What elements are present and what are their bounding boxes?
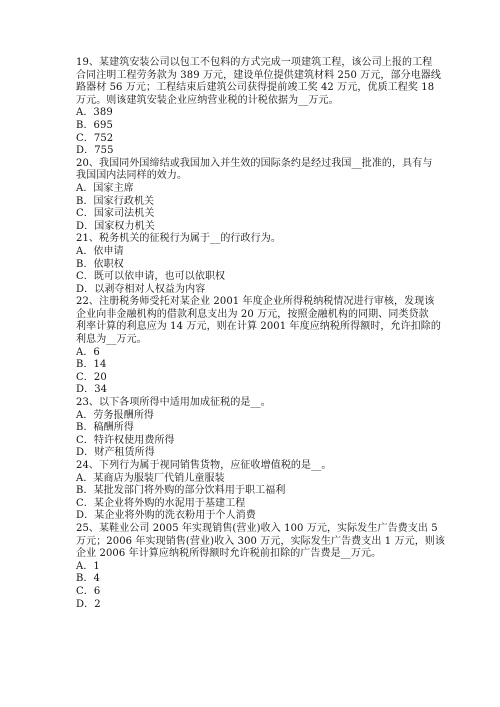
- option-b: B．某批发部门将外购的部分饮料用于职工福利: [76, 485, 286, 497]
- option-a: A．国家主席: [76, 182, 134, 194]
- question-stem-line: 24、下列行为属于视同销售货物，应征收增值税的是__。: [76, 460, 332, 471]
- option-a: A．依申请: [76, 245, 124, 257]
- option-c: C．国家司法机关: [76, 208, 155, 220]
- question-stem-line: 合同注明工程劳务款为 389 万元，建设单位提供建筑材料 250 万元，部分电器线: [76, 69, 441, 81]
- option-d: D．某企业将外购的洗衣粉用于个人消费: [76, 510, 256, 522]
- option-c: C．20: [76, 371, 107, 383]
- option-c: C．某企业将外购的水泥用于基建工程: [76, 497, 246, 509]
- option-b: B．国家行政机关: [76, 195, 155, 207]
- question-stem-line: 万元。则该建筑安装企业应纳营业税的计税依据为__万元。: [76, 94, 339, 106]
- option-a: A．劳务报酬所得: [76, 409, 155, 421]
- question-stem-line: 25、某鞋业公司 2005 年实现销售(营业)收入 100 万元，实际发生广告费支出 5: [76, 522, 438, 534]
- question-24: [76, 460, 430, 523]
- option-a: A．6: [76, 346, 100, 358]
- option-c: C．特许权使用费所得: [76, 434, 175, 446]
- question-20: [76, 157, 433, 234]
- question-21: [76, 233, 430, 296]
- question-stem-line: 19、某建筑安装公司以包工不包料的方式完成一项建筑工程，该公司上报的工程: [76, 57, 433, 68]
- option-c: C．既可以依申请，也可以依职权: [76, 271, 226, 283]
- question-stem-line: 企业 2006 年计算应纳税所得额时允许税前扣除的广告费是__万元。: [76, 548, 382, 560]
- question-22: [76, 296, 441, 397]
- option-d: D．国家权力机关: [76, 220, 155, 232]
- question-stem-line: 万元；2006 年实现销售(营业)收入 300 万元，实际发生广告费支出 1 万元，则该: [76, 535, 445, 547]
- option-a: A．389: [76, 107, 113, 119]
- option-b: B．稿酬所得: [76, 422, 134, 434]
- document-page: [76, 57, 445, 611]
- question-19: [76, 57, 441, 158]
- option-d: D．34: [76, 384, 108, 396]
- question-25: [76, 522, 445, 611]
- question-stem-line: 路器材 56 万元；工程结束后建筑公司获得提前竣工奖 42 万元，优质工程奖 18: [76, 82, 435, 94]
- option-b: B．依职权: [76, 258, 124, 270]
- option-d: D．2: [76, 598, 101, 610]
- question-stem-line: 企业向非金融机构的借款利息支出为 20 万元，按照金融机构的同期、同类贷款: [76, 308, 429, 320]
- option-a: A．某商店为服装厂代销儿童服装: [76, 472, 225, 484]
- option-d: D．以剥夺相对人权益为内容: [76, 283, 206, 295]
- option-c: C．6: [76, 585, 101, 597]
- question-stem-line: 23、以下各项所得中适用加成征税的是__。: [76, 397, 271, 409]
- option-d: D．财产租赁所得: [76, 447, 155, 459]
- question-stem-line: 20、我国同外国缔结或我国加入并生效的国际条约是经过我国__批准的，具有与: [76, 157, 433, 169]
- question-23: [76, 397, 430, 460]
- question-stem-line: 我国国内法同样的效力。: [76, 170, 188, 182]
- option-b: B．4: [76, 573, 101, 585]
- question-stem-line: 利率计算的利息应为 14 万元，则在计算 2001 年度应纳税所得额时，允许扣除的: [76, 321, 441, 333]
- option-b: B．695: [76, 119, 113, 131]
- option-b: B．14: [76, 359, 107, 371]
- option-d: D．755: [76, 145, 114, 157]
- option-c: C．752: [76, 132, 114, 144]
- option-a: A．1: [76, 560, 100, 572]
- question-stem-line: 21、税务机关的征税行为属于__的行政行为。: [76, 233, 281, 245]
- question-stem-line: 22、注册税务师受托对某企业 2001 年度企业所得税纳税情况进行审核，发现该: [76, 296, 435, 308]
- question-stem-line: 利息为__万元。: [76, 334, 147, 346]
